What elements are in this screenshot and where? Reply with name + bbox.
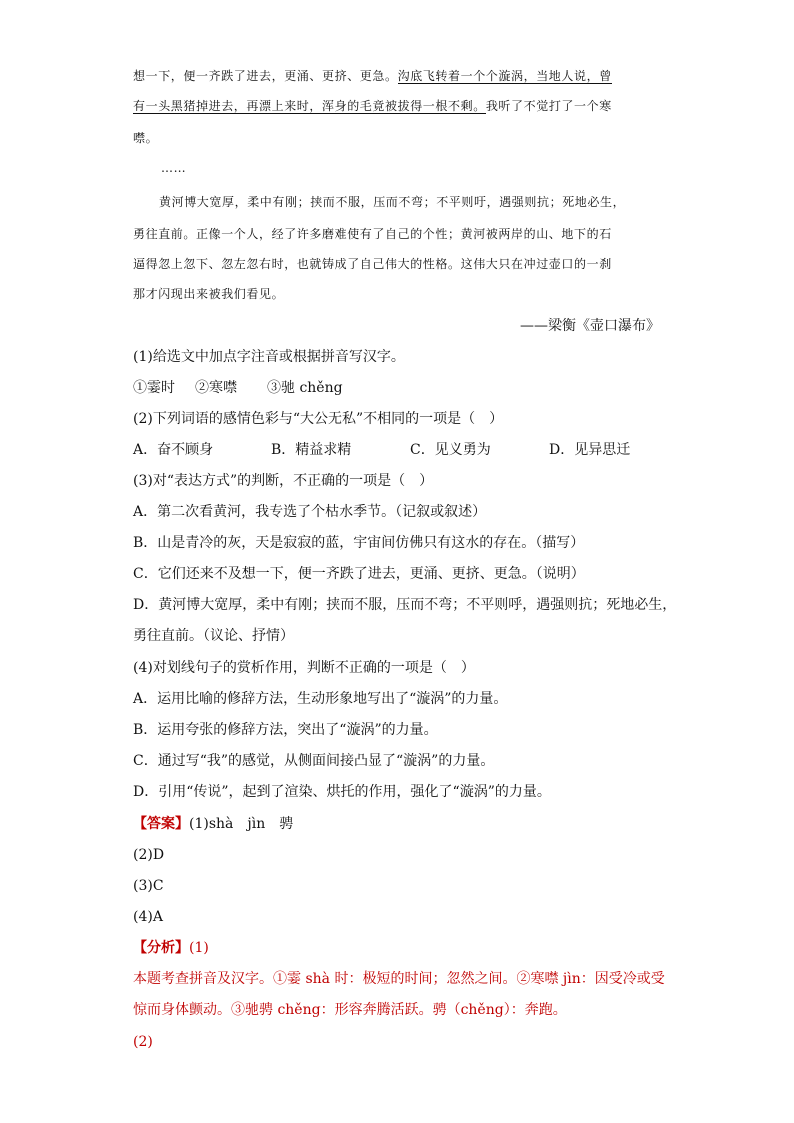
question-3-stem: (3)对“表达方式”的判断，不正确的一项是（ ） [133, 473, 434, 489]
passage-line-2 [133, 96, 612, 116]
passage-paragraph-line: 那才闪现出来被我们看见。 [133, 287, 285, 301]
answer-1: (1)shà jìn 骋 [189, 816, 294, 832]
q3-option-c: C．它们还来不及想一下，便一齐跌了进去，更涌、更挤、更急。（说明） [133, 566, 585, 582]
q3-option-d: D．黄河博大宽厚，柔中有刚；挟而不服，压而不弯；不平则呼，遇强则抗；死地必生， [133, 597, 677, 613]
q3-option-d-cont: 勇往直前。（议论、抒情） [133, 628, 294, 644]
underlined-sentence: 有一头黑猪掉进去，再漂上来时，浑身的毛竟被拔得一根不剩。 [133, 99, 486, 113]
answer-label: 【答案】 [133, 816, 189, 832]
q3-option-a: A．第二次看黄河，我专选了个枯水季节。（记叙或叙述） [133, 504, 487, 520]
q1-item-b: ②寒噤 [195, 380, 237, 396]
passage-text: 想一下，便一齐跌了进去，更涌、更挤、更急。 [133, 69, 398, 83]
q2-option-a: A．奋不顾身 [133, 442, 214, 458]
q2-option-b: B．精益求精 [271, 442, 352, 458]
answer-2: (2)D [133, 847, 165, 863]
question-4-stem: (4)对划线句子的赏析作用，判断不正确的一项是（ ） [133, 660, 475, 676]
passage-paragraph-line: 黄河博大宽厚，柔中有刚；挟而不服，压而不弯；不平则吁，遇强则抗；死地必生， [159, 195, 626, 209]
q2-option-c: C．见义勇为 [410, 442, 491, 458]
underlined-sentence: 沟底飞转着一个个漩涡，当地人说，曾 [397, 69, 612, 83]
passage-text: 我听了不觉打了一个寒 [485, 99, 612, 113]
passage-paragraph-line: 逼得忽上忽下、忽左忽右时，也就铸成了自己伟大的性格。这伟大只在冲过壶口的一刹 [133, 257, 612, 271]
answer-4: (4)A [133, 909, 163, 925]
question-2-stem: (2)下列词语的感情色彩与“大公无私”不相同的一项是（ ） [133, 411, 504, 427]
q1-item-a: ①霎时 [133, 380, 175, 396]
passage-paragraph-line: 勇往直前。正像一个人，经了许多磨难使有了自己的个性；黄河被两岸的山、地下的石 [133, 227, 612, 241]
question-1-items [133, 378, 343, 398]
analysis-label: 【分析】 [133, 940, 189, 956]
q1-item-c: ③驰 chěng [267, 380, 343, 396]
question-1-stem: (1)给选文中加点字注音或根据拼音写汉字。 [133, 349, 405, 365]
q2-option-d: D．见异思迁 [549, 442, 631, 458]
passage-ellipsis: …… [161, 161, 187, 175]
analysis-part-2: (2) [133, 1034, 153, 1050]
q4-option-b: B．运用夸张的修辞方法，突出了“漩涡”的力量。 [133, 722, 438, 738]
passage-source: ——梁衡《壶口瀑布》 [520, 318, 660, 334]
q4-option-a: A．运用比喻的修辞方法，生动形象地写出了“漩涡”的力量。 [133, 691, 508, 707]
analysis-line [133, 938, 209, 958]
analysis-text: 惊而身体颤动。③驰骋 chěng：形容奔腾活跃。骋（chěng）：奔跑。 [133, 1002, 567, 1018]
analysis-text: 本题考查拼音及汉字。①霎 shà 时：极短的时间；忽然之间。②寒噤 jìn：因受冷或受 [133, 971, 665, 987]
passage-line-1 [133, 66, 612, 86]
passage-line-3: 噤。 [133, 131, 159, 145]
q4-option-c: C．通过写“我”的感觉，从侧面间接凸显了“漩涡”的力量。 [133, 753, 495, 769]
q4-option-d: D．引用“传说”，起到了渲染、烘托的作用，强化了“漩涡”的力量。 [133, 784, 551, 800]
analysis-part-1: (1) [189, 940, 209, 956]
answer-3: (3)C [133, 878, 164, 894]
question-2-options [133, 440, 630, 460]
q3-option-b: B．山是青冷的灰，天是寂寂的蓝，宇宙间仿佛只有这水的存在。（描写） [133, 535, 585, 551]
answer-line [133, 814, 293, 834]
